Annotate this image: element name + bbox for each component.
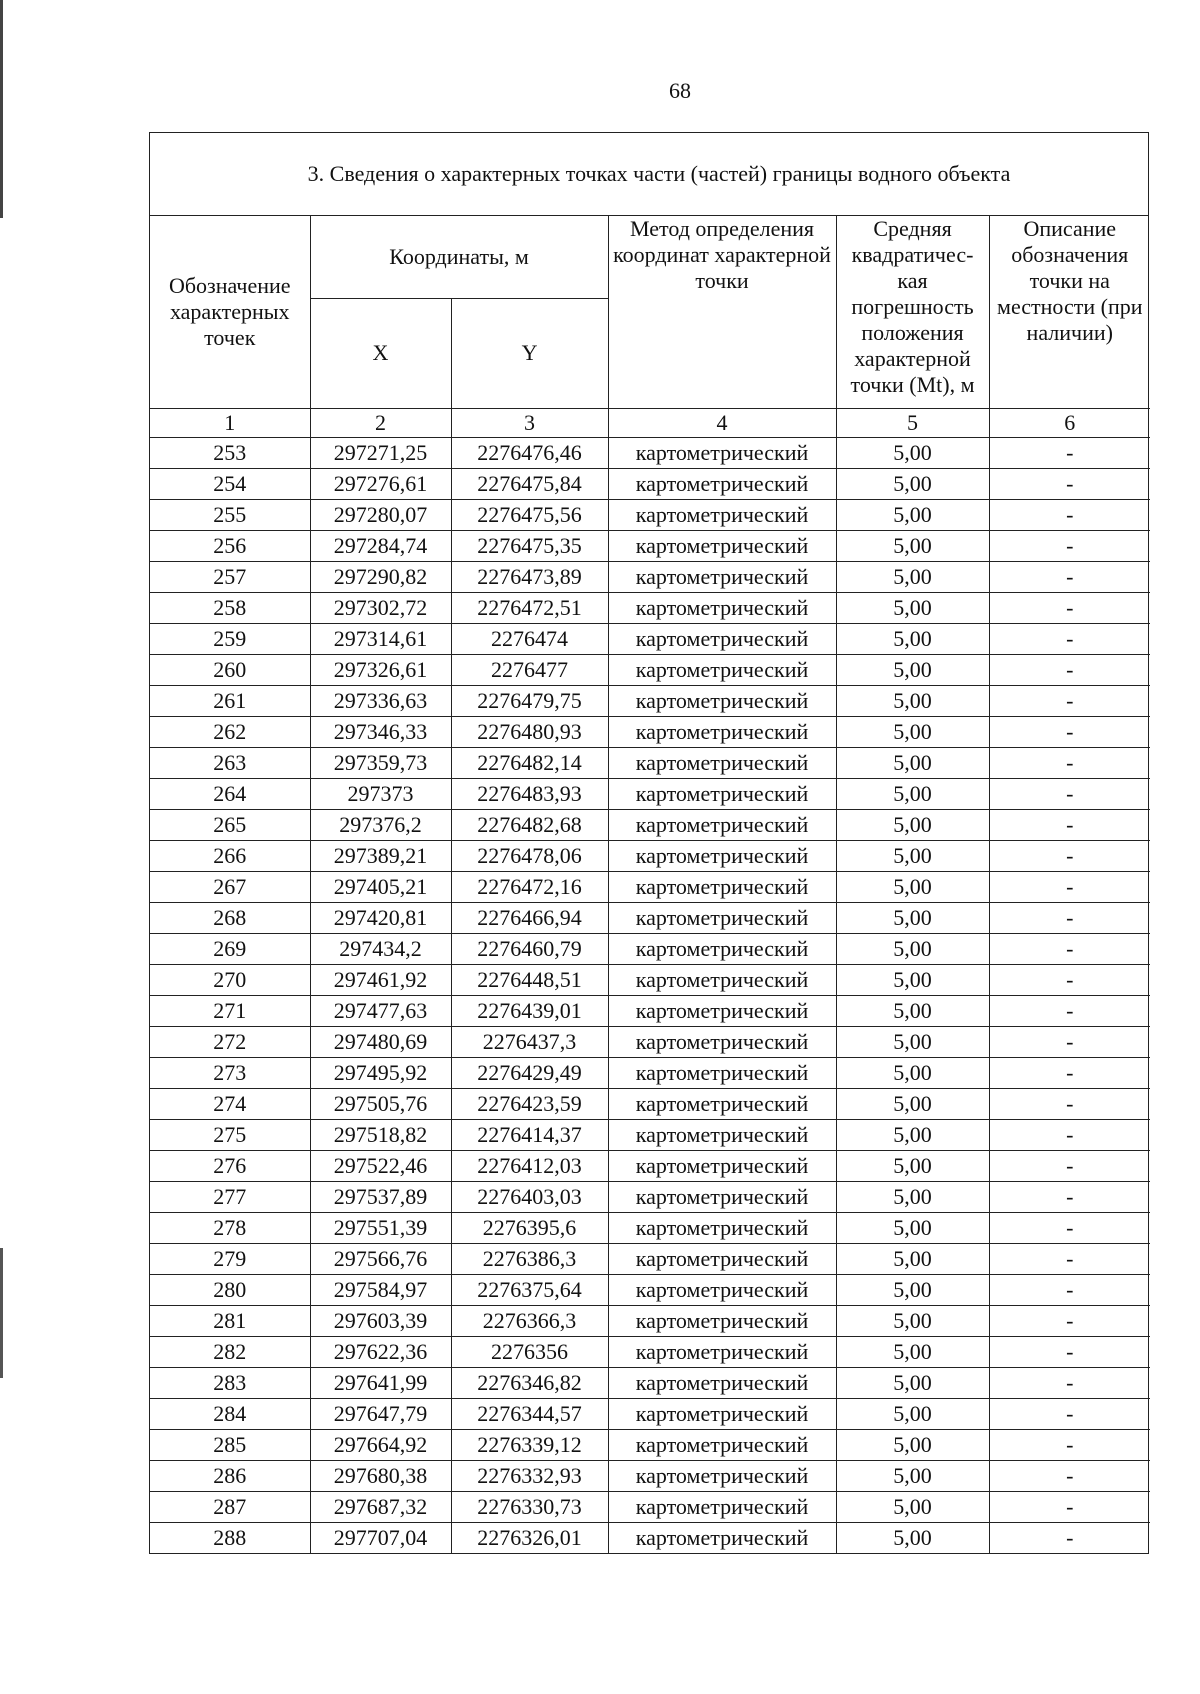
description-cell: - — [989, 902, 1150, 933]
y-coordinate-cell: 2276375,64 — [451, 1274, 608, 1305]
table-row — [150, 1088, 1150, 1119]
table-row — [150, 685, 1150, 716]
description-cell: - — [989, 1181, 1150, 1212]
point-number-cell: 253 — [150, 437, 310, 468]
point-number-cell: 273 — [150, 1057, 310, 1088]
point-number-cell: 267 — [150, 871, 310, 902]
point-number-cell: 257 — [150, 561, 310, 592]
method-cell: картометрический — [608, 623, 836, 654]
x-coordinate-cell: 297434,2 — [310, 933, 451, 964]
error-cell: 5,00 — [836, 1057, 989, 1088]
table-row — [150, 1460, 1150, 1491]
point-number-cell: 263 — [150, 747, 310, 778]
description-cell: - — [989, 437, 1150, 468]
y-coordinate-cell: 2276480,93 — [451, 716, 608, 747]
y-coordinate-cell: 2276403,03 — [451, 1181, 608, 1212]
method-cell: картометрический — [608, 840, 836, 871]
table-row — [150, 840, 1150, 871]
y-coordinate-cell: 2276475,35 — [451, 530, 608, 561]
error-cell: 5,00 — [836, 468, 989, 499]
point-number-cell: 282 — [150, 1336, 310, 1367]
error-cell: 5,00 — [836, 778, 989, 809]
description-cell: - — [989, 592, 1150, 623]
header-coordinates — [310, 216, 608, 298]
x-coordinate-cell: 297518,82 — [310, 1119, 451, 1150]
method-cell: картометрический — [608, 1150, 836, 1181]
error-cell: 5,00 — [836, 871, 989, 902]
description-cell: - — [989, 778, 1150, 809]
point-number-cell: 272 — [150, 1026, 310, 1057]
table-row — [150, 1305, 1150, 1336]
error-cell: 5,00 — [836, 1460, 989, 1491]
table-row — [150, 1119, 1150, 1150]
header-method-label: Метод определения координат характерной точки — [613, 216, 831, 293]
error-cell: 5,00 — [836, 1398, 989, 1429]
point-number-cell: 254 — [150, 468, 310, 499]
table-row — [150, 1212, 1150, 1243]
y-coordinate-cell: 2276330,73 — [451, 1491, 608, 1522]
method-cell: картометрический — [608, 716, 836, 747]
x-coordinate-cell: 297276,61 — [310, 468, 451, 499]
x-coordinate-cell: 297495,92 — [310, 1057, 451, 1088]
description-cell: - — [989, 1522, 1150, 1553]
method-cell: картометрический — [608, 592, 836, 623]
description-cell: - — [989, 623, 1150, 654]
method-cell: картометрический — [608, 561, 836, 592]
point-number-cell: 265 — [150, 809, 310, 840]
point-number-cell: 276 — [150, 1150, 310, 1181]
error-cell: 5,00 — [836, 1119, 989, 1150]
point-number-cell: 279 — [150, 1243, 310, 1274]
error-cell: 5,00 — [836, 1367, 989, 1398]
x-coordinate-cell: 297687,32 — [310, 1491, 451, 1522]
x-coordinate-cell: 297290,82 — [310, 561, 451, 592]
y-coordinate-cell: 2276448,51 — [451, 964, 608, 995]
error-cell: 5,00 — [836, 654, 989, 685]
column-number: 3 — [451, 408, 608, 437]
point-number-cell: 278 — [150, 1212, 310, 1243]
error-cell: 5,00 — [836, 995, 989, 1026]
table-row — [150, 1243, 1150, 1274]
description-cell: - — [989, 1429, 1150, 1460]
y-coordinate-cell: 2276439,01 — [451, 995, 608, 1026]
point-number-cell: 277 — [150, 1181, 310, 1212]
x-coordinate-cell: 297641,99 — [310, 1367, 451, 1398]
description-cell: - — [989, 1367, 1150, 1398]
method-cell: картометрический — [608, 902, 836, 933]
header-error-label: Средняя квадратичес-кая погрешность положения характерной точки (Mt), м — [850, 216, 975, 397]
column-number-row — [150, 408, 1150, 437]
y-coordinate-cell: 2276423,59 — [451, 1088, 608, 1119]
column-number: 6 — [989, 408, 1150, 437]
y-coordinate-cell: 2276395,6 — [451, 1212, 608, 1243]
column-number: 5 — [836, 408, 989, 437]
method-cell: картометрический — [608, 747, 836, 778]
scan-margin-line — [0, 0, 3, 218]
method-cell: картометрический — [608, 1336, 836, 1367]
y-coordinate-cell: 2276437,3 — [451, 1026, 608, 1057]
method-cell: картометрический — [608, 1274, 836, 1305]
characteristic-points-table — [150, 216, 1150, 1553]
x-coordinate-cell: 297314,61 — [310, 623, 451, 654]
error-cell: 5,00 — [836, 809, 989, 840]
method-cell: картометрический — [608, 1119, 836, 1150]
table-row — [150, 1491, 1150, 1522]
point-number-cell: 281 — [150, 1305, 310, 1336]
description-cell: - — [989, 809, 1150, 840]
description-cell: - — [989, 1305, 1150, 1336]
x-coordinate-cell: 297336,63 — [310, 685, 451, 716]
table-row — [150, 933, 1150, 964]
table-row — [150, 654, 1150, 685]
point-number-cell: 269 — [150, 933, 310, 964]
table-row — [150, 902, 1150, 933]
header-method — [608, 216, 836, 408]
error-cell: 5,00 — [836, 964, 989, 995]
error-cell: 5,00 — [836, 747, 989, 778]
error-cell: 5,00 — [836, 1150, 989, 1181]
x-coordinate-cell: 297359,73 — [310, 747, 451, 778]
y-coordinate-cell: 2276460,79 — [451, 933, 608, 964]
description-cell: - — [989, 747, 1150, 778]
table-row — [150, 716, 1150, 747]
description-cell: - — [989, 685, 1150, 716]
error-cell: 5,00 — [836, 530, 989, 561]
y-coordinate-cell: 2276475,56 — [451, 499, 608, 530]
point-number-cell: 258 — [150, 592, 310, 623]
table-row — [150, 964, 1150, 995]
error-cell: 5,00 — [836, 1243, 989, 1274]
description-cell: - — [989, 1398, 1150, 1429]
x-coordinate-cell: 297505,76 — [310, 1088, 451, 1119]
error-cell: 5,00 — [836, 1026, 989, 1057]
point-number-cell: 264 — [150, 778, 310, 809]
error-cell: 5,00 — [836, 1274, 989, 1305]
table-row — [150, 437, 1150, 468]
description-cell: - — [989, 1150, 1150, 1181]
y-coordinate-cell: 2276472,16 — [451, 871, 608, 902]
method-cell: картометрический — [608, 1429, 836, 1460]
column-number: 1 — [150, 408, 310, 437]
method-cell: картометрический — [608, 1522, 836, 1553]
method-cell: картометрический — [608, 1026, 836, 1057]
error-cell: 5,00 — [836, 437, 989, 468]
error-cell: 5,00 — [836, 1212, 989, 1243]
y-coordinate-cell: 2276339,12 — [451, 1429, 608, 1460]
x-coordinate-cell: 297622,36 — [310, 1336, 451, 1367]
point-number-cell: 274 — [150, 1088, 310, 1119]
method-cell: картометрический — [608, 1212, 836, 1243]
table-row — [150, 871, 1150, 902]
table-row — [150, 530, 1150, 561]
x-coordinate-cell: 297522,46 — [310, 1150, 451, 1181]
point-number-cell: 283 — [150, 1367, 310, 1398]
error-cell: 5,00 — [836, 1305, 989, 1336]
method-cell: картометрический — [608, 530, 836, 561]
method-cell: картометрический — [608, 1243, 836, 1274]
y-coordinate-cell: 2276344,57 — [451, 1398, 608, 1429]
error-cell: 5,00 — [836, 623, 989, 654]
error-cell: 5,00 — [836, 1522, 989, 1553]
method-cell: картометрический — [608, 995, 836, 1026]
x-coordinate-cell: 297664,92 — [310, 1429, 451, 1460]
description-cell: - — [989, 1274, 1150, 1305]
header-y: Y — [451, 298, 608, 408]
error-cell: 5,00 — [836, 933, 989, 964]
description-cell: - — [989, 561, 1150, 592]
error-cell: 5,00 — [836, 716, 989, 747]
method-cell: картометрический — [608, 933, 836, 964]
error-cell: 5,00 — [836, 1491, 989, 1522]
y-coordinate-cell: 2276332,93 — [451, 1460, 608, 1491]
y-coordinate-cell: 2276477 — [451, 654, 608, 685]
point-number-cell: 286 — [150, 1460, 310, 1491]
header-x: X — [310, 298, 451, 408]
point-number-cell: 260 — [150, 654, 310, 685]
point-number-cell: 262 — [150, 716, 310, 747]
y-coordinate-cell: 2276366,3 — [451, 1305, 608, 1336]
description-cell: - — [989, 1212, 1150, 1243]
y-coordinate-cell: 2276473,89 — [451, 561, 608, 592]
point-number-cell: 271 — [150, 995, 310, 1026]
x-coordinate-cell: 297537,89 — [310, 1181, 451, 1212]
x-coordinate-cell: 297603,39 — [310, 1305, 451, 1336]
table-row — [150, 1057, 1150, 1088]
error-cell: 5,00 — [836, 499, 989, 530]
point-number-cell: 287 — [150, 1491, 310, 1522]
x-coordinate-cell: 297420,81 — [310, 902, 451, 933]
error-cell: 5,00 — [836, 1088, 989, 1119]
x-coordinate-cell: 297373 — [310, 778, 451, 809]
point-number-cell: 288 — [150, 1522, 310, 1553]
table-row — [150, 1181, 1150, 1212]
table-row — [150, 1522, 1150, 1553]
method-cell: картометрический — [608, 1088, 836, 1119]
table-row — [150, 468, 1150, 499]
error-cell: 5,00 — [836, 685, 989, 716]
x-coordinate-cell: 297346,33 — [310, 716, 451, 747]
description-cell: - — [989, 1119, 1150, 1150]
x-coordinate-cell: 297647,79 — [310, 1398, 451, 1429]
point-number-cell: 280 — [150, 1274, 310, 1305]
error-cell: 5,00 — [836, 902, 989, 933]
header-designation-label: Обозначение характерных точек — [168, 272, 291, 350]
header-description-label: Описание обозначения точки на местности (при наличии) — [997, 216, 1143, 345]
description-cell: - — [989, 654, 1150, 685]
description-cell: - — [989, 716, 1150, 747]
method-cell: картометрический — [608, 1057, 836, 1088]
method-cell: картометрический — [608, 1181, 836, 1212]
header-coordinates-label: Координаты, м — [389, 243, 529, 269]
y-coordinate-cell: 2276386,3 — [451, 1243, 608, 1274]
method-cell: картометрический — [608, 871, 836, 902]
description-cell: - — [989, 468, 1150, 499]
description-cell: - — [989, 1243, 1150, 1274]
table-row — [150, 561, 1150, 592]
point-number-cell: 256 — [150, 530, 310, 561]
point-number-cell: 261 — [150, 685, 310, 716]
description-cell: - — [989, 871, 1150, 902]
header-description — [989, 216, 1150, 408]
error-cell: 5,00 — [836, 840, 989, 871]
x-coordinate-cell: 297477,63 — [310, 995, 451, 1026]
y-coordinate-cell: 2276482,68 — [451, 809, 608, 840]
y-coordinate-cell: 2276412,03 — [451, 1150, 608, 1181]
point-number-cell: 259 — [150, 623, 310, 654]
method-cell: картометрический — [608, 685, 836, 716]
description-cell: - — [989, 964, 1150, 995]
table-row — [150, 592, 1150, 623]
y-coordinate-cell: 2276478,06 — [451, 840, 608, 871]
point-number-cell: 275 — [150, 1119, 310, 1150]
description-cell: - — [989, 499, 1150, 530]
table-row — [150, 995, 1150, 1026]
y-coordinate-cell: 2276356 — [451, 1336, 608, 1367]
error-cell: 5,00 — [836, 1336, 989, 1367]
description-cell: - — [989, 1026, 1150, 1057]
method-cell: картометрический — [608, 654, 836, 685]
table-row — [150, 499, 1150, 530]
y-coordinate-cell: 2276474 — [451, 623, 608, 654]
x-coordinate-cell: 297707,04 — [310, 1522, 451, 1553]
method-cell: картометрический — [608, 778, 836, 809]
description-cell: - — [989, 1336, 1150, 1367]
y-coordinate-cell: 2276479,75 — [451, 685, 608, 716]
table-row — [150, 1026, 1150, 1057]
table-row — [150, 1150, 1150, 1181]
x-coordinate-cell: 297271,25 — [310, 437, 451, 468]
method-cell: картометрический — [608, 499, 836, 530]
description-cell: - — [989, 933, 1150, 964]
x-coordinate-cell: 297461,92 — [310, 964, 451, 995]
point-number-cell: 255 — [150, 499, 310, 530]
x-coordinate-cell: 297680,38 — [310, 1460, 451, 1491]
x-coordinate-cell: 297389,21 — [310, 840, 451, 871]
method-cell: картометрический — [608, 1398, 836, 1429]
y-coordinate-cell: 2276429,49 — [451, 1057, 608, 1088]
method-cell: картометрический — [608, 1491, 836, 1522]
y-coordinate-cell: 2276346,82 — [451, 1367, 608, 1398]
description-cell: - — [989, 1088, 1150, 1119]
y-coordinate-cell: 2276472,51 — [451, 592, 608, 623]
table-row — [150, 747, 1150, 778]
table-row — [150, 623, 1150, 654]
header-designation — [150, 216, 310, 408]
error-cell: 5,00 — [836, 561, 989, 592]
y-coordinate-cell: 2276475,84 — [451, 468, 608, 499]
method-cell: картометрический — [608, 1367, 836, 1398]
description-cell: - — [989, 995, 1150, 1026]
description-cell: - — [989, 1491, 1150, 1522]
points-table-frame — [149, 132, 1149, 1554]
point-number-cell: 266 — [150, 840, 310, 871]
y-coordinate-cell: 2276326,01 — [451, 1522, 608, 1553]
y-coordinate-cell: 2276476,46 — [451, 437, 608, 468]
y-coordinate-cell: 2276483,93 — [451, 778, 608, 809]
x-coordinate-cell: 297302,72 — [310, 592, 451, 623]
y-coordinate-cell: 2276482,14 — [451, 747, 608, 778]
table-row — [150, 809, 1150, 840]
method-cell: картометрический — [608, 437, 836, 468]
x-coordinate-cell: 297566,76 — [310, 1243, 451, 1274]
description-cell: - — [989, 1057, 1150, 1088]
point-number-cell: 268 — [150, 902, 310, 933]
point-number-cell: 270 — [150, 964, 310, 995]
scan-margin-line — [0, 1248, 3, 1378]
x-coordinate-cell: 297376,2 — [310, 809, 451, 840]
table-row — [150, 1429, 1150, 1460]
table-row — [150, 1336, 1150, 1367]
x-coordinate-cell: 297584,97 — [310, 1274, 451, 1305]
section-title: 3. Сведения о характерных точках части (частей) границы водного объекта — [150, 133, 1148, 216]
method-cell: картометрический — [608, 468, 836, 499]
y-coordinate-cell: 2276466,94 — [451, 902, 608, 933]
x-coordinate-cell: 297280,07 — [310, 499, 451, 530]
x-coordinate-cell: 297480,69 — [310, 1026, 451, 1057]
page-number: 68 — [669, 78, 691, 103]
method-cell: картометрический — [608, 1460, 836, 1491]
column-number: 4 — [608, 408, 836, 437]
method-cell: картометрический — [608, 964, 836, 995]
description-cell: - — [989, 1460, 1150, 1491]
table-row — [150, 778, 1150, 809]
x-coordinate-cell: 297405,21 — [310, 871, 451, 902]
description-cell: - — [989, 530, 1150, 561]
point-number-cell: 285 — [150, 1429, 310, 1460]
table-row — [150, 1274, 1150, 1305]
table-row — [150, 1398, 1150, 1429]
method-cell: картометрический — [608, 809, 836, 840]
x-coordinate-cell: 297551,39 — [310, 1212, 451, 1243]
description-cell: - — [989, 840, 1150, 871]
point-number-cell: 284 — [150, 1398, 310, 1429]
x-coordinate-cell: 297326,61 — [310, 654, 451, 685]
header-error — [836, 216, 989, 408]
y-coordinate-cell: 2276414,37 — [451, 1119, 608, 1150]
error-cell: 5,00 — [836, 1429, 989, 1460]
column-number: 2 — [310, 408, 451, 437]
method-cell: картометрический — [608, 1305, 836, 1336]
error-cell: 5,00 — [836, 592, 989, 623]
table-row — [150, 1367, 1150, 1398]
error-cell: 5,00 — [836, 1181, 989, 1212]
x-coordinate-cell: 297284,74 — [310, 530, 451, 561]
